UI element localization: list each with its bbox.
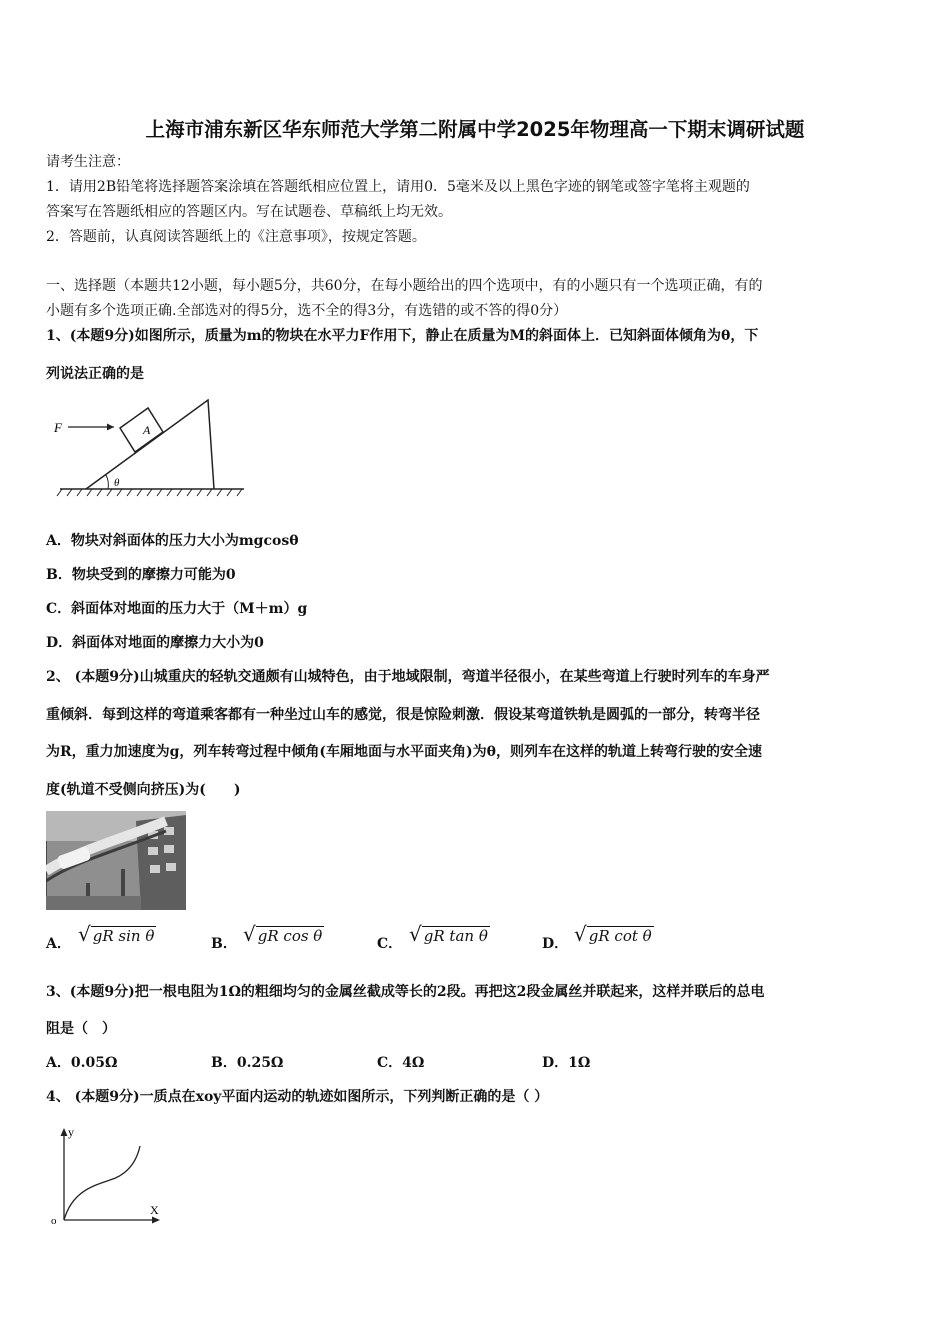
q4-stem: 4、 (本题9分)一质点在xoy平面内运动的轨迹如图所示，下列判断正确的是（ ） — [46, 1089, 549, 1105]
section-heading-cont: 小题有多个选项正确.全部选对的得5分，选不全的得3分，有选错的或不答的得0分） — [46, 303, 568, 319]
notice-item-2: 2．答题前，认真阅读答题纸上的《注意事项》，按规定答题。 — [46, 229, 426, 245]
q3-option-b[interactable]: B．0.25Ω — [211, 1055, 284, 1071]
q2-stem-cont-2: 为R，重力加速度为g，列车转弯过程中倾角(车厢地面与水平面夹角)为θ，则列车在这样的轨道上转弯行驶的安全速 — [46, 744, 763, 760]
train-photo — [46, 811, 186, 910]
q1-stem-cont: 列说法正确的是 — [46, 366, 144, 382]
q1-stem: 1、(本题9分)如图所示，质量为m的物块在水平力F作用下，静止在质量为M的斜面体上．已知斜面体倾角为θ，下 — [46, 328, 759, 344]
q1-option-a[interactable]: A．物块对斜面体的压力大小为mgcosθ — [46, 533, 299, 549]
notice-heading: 请考生注意： — [46, 154, 130, 170]
ground-hatching — [57, 489, 242, 496]
y-axis-label: y — [68, 1125, 74, 1139]
x-axis-label: X — [150, 1203, 159, 1217]
q2-option-d-formula — [574, 922, 654, 946]
force-arrowhead — [107, 424, 114, 431]
q3-stem-cont: 阻是（ ） — [46, 1021, 116, 1037]
y-axis-arrow — [61, 1128, 68, 1136]
q2-stem-cont-3: 度(轨道不受侧向挤压)为( ) — [46, 782, 241, 798]
origin-label: o — [51, 1215, 57, 1227]
radical-sign: √ — [574, 922, 587, 946]
q2-stem: 2、 (本题9分)山城重庆的轻轨交通颇有山城特色，由于地域限制，弯道半径很小，在某些弯道上行驶时列车的车身严 — [46, 669, 770, 685]
radical-sign: √ — [409, 922, 422, 946]
q2-option-a-formula — [78, 922, 156, 946]
q2-option-c-formula — [409, 922, 490, 946]
radical-sign: √ — [243, 922, 256, 946]
radicand: gR cos θ — [257, 927, 323, 945]
notice-item-1: 1．请用2B铅笔将选择题答案涂填在答题纸相应位置上，请用0．5毫米及以上黑色字迹的钢笔或签字笔将主观题的 — [46, 179, 750, 195]
q2-option-c-label: C． — [377, 936, 403, 952]
incline-figure — [48, 392, 248, 504]
q2-option-c[interactable] — [377, 934, 402, 954]
q2-option-b-label: B． — [211, 936, 237, 952]
radicand: gR sin θ — [92, 927, 155, 945]
q1-option-b[interactable]: B．物块受到的摩擦力可能为0 — [46, 567, 236, 583]
q2-option-d-label: D． — [542, 936, 569, 952]
q2-stem-cont-1: 重倾斜．每到这样的弯道乘客都有一种坐过山车的感觉，很是惊险刺激．假设某弯道铁轨是圆弧的一部分，转弯半径 — [46, 707, 760, 723]
q2-option-d[interactable] — [542, 934, 568, 954]
angle-arc — [106, 475, 108, 489]
radical-sign: √ — [78, 922, 91, 946]
q2-option-b-formula — [243, 922, 324, 946]
angle-label: θ — [114, 477, 120, 489]
trajectory-curve — [64, 1146, 140, 1220]
q1-option-c[interactable]: C．斜面体对地面的压力大于（M＋m）g — [46, 601, 308, 617]
q3-option-d[interactable]: D．1Ω — [542, 1055, 591, 1071]
q2-option-b[interactable] — [211, 934, 237, 954]
block — [120, 408, 163, 452]
section-heading: 一、选择题（本题共12小题，每小题5分，共60分，在每小题给出的四个选项中，有的小题只有一个选项正确，有的 — [46, 278, 763, 294]
q3-option-c[interactable]: C．4Ω — [377, 1055, 425, 1071]
radicand: gR tan θ — [423, 927, 488, 945]
q3-stem: 3、(本题9分)把一根电阻为1Ω的粗细均匀的金属丝截成等长的2段。再把这2段金属丝并联起来，这样并联后的总电 — [46, 984, 765, 1000]
notice-item-1-cont: 答案写在答题纸相应的答题区内。写在试题卷、草稿纸上均无效。 — [46, 204, 452, 220]
radicand: gR cot θ — [588, 927, 652, 945]
block-label: A — [143, 423, 151, 437]
q2-option-a-label: A． — [46, 936, 71, 952]
q1-option-d[interactable]: D．斜面体对地面的摩擦力大小为0 — [46, 635, 264, 651]
x-axis-arrow — [152, 1217, 160, 1224]
q3-option-a[interactable]: A．0.05Ω — [46, 1055, 118, 1071]
force-label: F — [54, 420, 62, 435]
page-title: 上海市浦东新区华东师范大学第二附属中学2025年物理高一下期末调研试题 — [145, 118, 805, 141]
trajectory-figure — [46, 1120, 171, 1230]
q2-option-a[interactable] — [46, 934, 71, 954]
